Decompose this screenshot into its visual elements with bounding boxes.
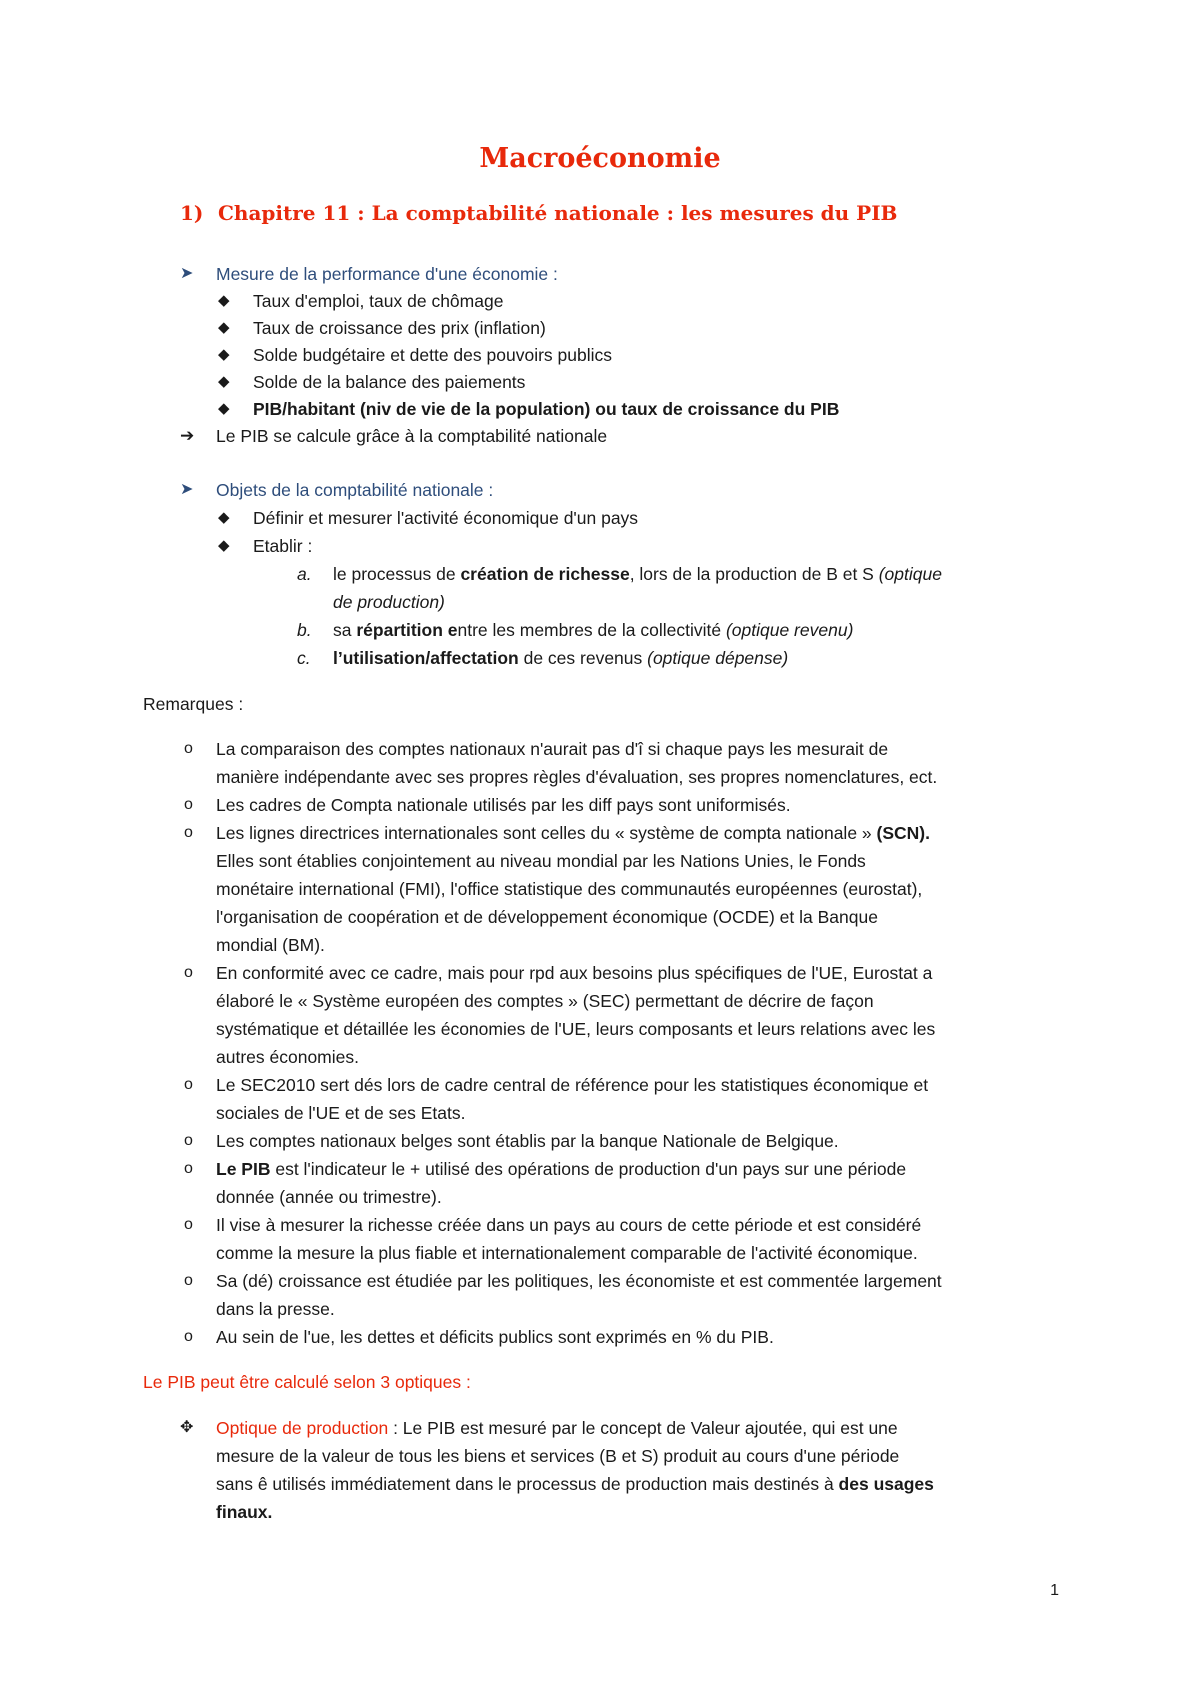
list-item: Définir et mesurer l'activité économique d'un pays	[253, 508, 639, 528]
document-title: Macroéconomie	[479, 143, 721, 174]
remark-line: Sa (dé) croissance est étudiée par les politiques, les économiste et est commentée largement	[216, 1271, 942, 1291]
remark-line: Le SEC2010 sert dés lors de cadre central de référence pour les statistiques économique et	[216, 1075, 929, 1095]
diamond-bullet-icon: ◆	[218, 373, 230, 390]
sub-item-label: c.	[297, 648, 311, 668]
page-number: 1	[1050, 1582, 1059, 1599]
bullet-o-icon: o	[184, 1328, 193, 1345]
remark-line: monétaire international (FMI), l'office statistique des communautés européennes (eurostat),	[216, 879, 923, 899]
bullet-o-icon: o	[184, 1076, 193, 1093]
remark-line: Au sein de l'ue, les dettes et déficits publics sont exprimés en % du PIB.	[216, 1327, 774, 1347]
bullet-o-icon: o	[184, 740, 193, 757]
sub-item-label: b.	[297, 620, 312, 640]
chapter-heading	[180, 201, 897, 225]
sub-item-label: a.	[297, 564, 312, 584]
remark-line: La comparaison des comptes nationaux n'aurait pas d'î si chaque pays les mesurait de	[216, 739, 889, 759]
arrowhead-bullet-icon: ➤	[180, 265, 194, 282]
optique-production-line: mesure de la valeur de tous les biens et services (B et S) produit au cours d'une période	[216, 1446, 900, 1466]
arrowhead-bullet-icon: ➤	[180, 481, 194, 498]
bullet-o-icon: o	[184, 1160, 193, 1177]
bullet-o-icon: o	[184, 1132, 193, 1149]
chapter-title: Chapitre 11 : La comptabilité nationale : les mesures du PIB	[218, 201, 898, 225]
remark-line: mondial (BM).	[216, 935, 325, 955]
arrow-right-icon: ➔	[180, 426, 195, 445]
remark-line: Les comptes nationaux belges sont établis par la banque Nationale de Belgique.	[216, 1131, 839, 1151]
remark-line: dans la presse.	[216, 1299, 335, 1319]
remark-line: autres économies.	[216, 1047, 359, 1067]
bullet-o-icon: o	[184, 964, 193, 981]
remark-line: sociales de l'UE et de ses Etats.	[216, 1103, 466, 1123]
list-item: Etablir :	[253, 536, 313, 556]
remark-line: donnée (année ou trimestre).	[216, 1187, 442, 1207]
list-item: Solde budgétaire et dette des pouvoirs publics	[253, 345, 612, 365]
remark-line: manière indépendante avec ses propres règles d'évaluation, ses propres nomenclatures, ect.	[216, 767, 938, 787]
diamond-bullet-icon: ◆	[218, 292, 230, 309]
remark-line: systématique et détaillée les économies de l'UE, leurs composants et leurs relations avec les	[216, 1019, 936, 1039]
section1-conclusion: Le PIB se calcule grâce à la comptabilité nationale	[216, 426, 608, 446]
list-item: PIB/habitant (niv de vie de la population) ou taux de croissance du PIB	[253, 399, 840, 419]
sub-item-c: l’utilisation/affectation de ces revenus (optique dépense)	[333, 648, 789, 668]
sub-item-a-continued: de production)	[333, 592, 445, 612]
remark-line: En conformité avec ce cadre, mais pour rpd aux besoins plus spécifiques de l'UE, Eurostat a	[216, 963, 933, 983]
remark-line: l'organisation de coopération et de développement économique (OCDE) et la Banque	[216, 907, 878, 927]
diamond-bullet-icon: ◆	[218, 509, 230, 526]
section2-heading: Objets de la comptabilité nationale :	[216, 480, 494, 500]
diamond-bullet-icon: ◆	[218, 319, 230, 336]
remark-line: Elles sont établies conjointement au niveau mondial par les Nations Unies, le Fonds	[216, 851, 866, 871]
diamond-bullet-icon: ◆	[218, 400, 230, 417]
section1-heading: Mesure de la performance d'une économie :	[216, 264, 558, 284]
list-item: Solde de la balance des paiements	[253, 372, 526, 392]
list-item: Taux de croissance des prix (inflation)	[253, 318, 546, 338]
remark-line: Le PIB est l'indicateur le + utilisé des opérations de production d'un pays sur une période	[216, 1159, 907, 1179]
sub-item-a: le processus de création de richesse, lors de la production de B et S (optique	[333, 564, 942, 584]
bullet-o-icon: o	[184, 824, 193, 841]
four-diamond-bullet-icon: ✥	[180, 1419, 194, 1436]
bullet-o-icon: o	[184, 796, 193, 813]
remark-line: élaboré le « Système européen des comptes » (SEC) permettant de décrire de façon	[216, 991, 874, 1011]
bullet-o-icon: o	[184, 1216, 193, 1233]
optique-production-line: sans ê utilisés immédiatement dans le processus de production mais destinés à des usages	[216, 1474, 934, 1494]
remark-line: Les cadres de Compta nationale utilisés par les diff pays sont uniformisés.	[216, 795, 791, 815]
list-item: Taux d'emploi, taux de chômage	[253, 291, 504, 311]
remark-line: comme la mesure la plus fiable et internationalement comparable de l'activité économique.	[216, 1243, 918, 1263]
bullet-o-icon: o	[184, 1272, 193, 1289]
remark-line: Il vise à mesurer la richesse créée dans un pays au cours de cette période et est considéré	[216, 1215, 922, 1235]
optiques-heading: Le PIB peut être calculé selon 3 optiques :	[143, 1372, 471, 1392]
chapter-number: 1)	[180, 201, 204, 225]
optique-production-line: Optique de production : Le PIB est mesuré par le concept de Valeur ajoutée, qui est une	[216, 1418, 898, 1438]
remark-line: Les lignes directrices internationales sont celles du « système de compta nationale » (SCN).	[216, 823, 930, 843]
diamond-bullet-icon: ◆	[218, 537, 230, 554]
optique-production-line: finaux.	[216, 1502, 273, 1522]
diamond-bullet-icon: ◆	[218, 346, 230, 363]
remarques-label: Remarques :	[143, 694, 244, 714]
sub-item-b: sa répartition entre les membres de la collectivité (optique revenu)	[333, 620, 854, 640]
